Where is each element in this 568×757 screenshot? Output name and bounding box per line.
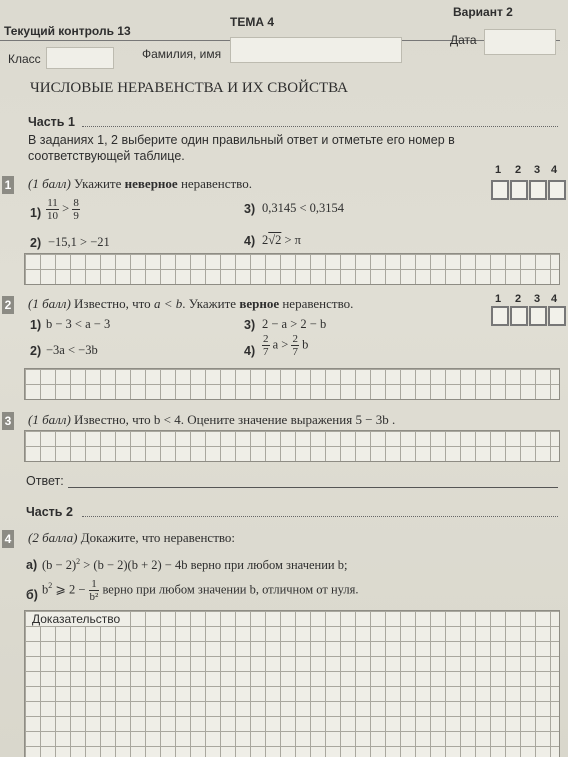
t1o1-den2: 9 xyxy=(73,210,79,222)
task1-option1-label: 1) xyxy=(30,206,42,220)
answer1-cell-3[interactable] xyxy=(529,180,547,200)
answer2-num-2: 2 xyxy=(515,293,522,305)
task3-text: Известно, что b < 4. Оцените значение выражения 5 − 3b . xyxy=(74,412,396,427)
t1o1-num1: 11 xyxy=(47,197,58,209)
task1-option4-label: 4) xyxy=(244,234,256,248)
t4a-expr2: > (b − 2)(b + 2) − 4b xyxy=(80,558,188,573)
task1-option1[interactable] xyxy=(46,197,80,222)
t1o4-b: > π xyxy=(281,233,301,247)
task2-option2-label: 2) xyxy=(30,344,42,358)
task1-number: 1 xyxy=(2,176,14,194)
task2-work-grid[interactable] xyxy=(24,368,560,400)
task4-b-statement xyxy=(42,578,358,603)
task1-question xyxy=(28,176,252,192)
t1o1-num2: 8 xyxy=(73,197,79,209)
answer2-cell-3[interactable] xyxy=(529,306,547,326)
part1-rule xyxy=(82,126,558,127)
task1-points: (1 балл) xyxy=(28,176,71,191)
t4b-sup: 2 xyxy=(48,581,53,591)
task2-text-c: верное xyxy=(239,296,280,311)
task4-points: (2 балла) xyxy=(28,530,78,545)
t4a-expr1: (b − 2) xyxy=(42,558,77,573)
answer2-num-3: 3 xyxy=(534,293,541,305)
task1-text-c: неравенство. xyxy=(180,176,252,191)
t2o4-den1: 7 xyxy=(263,346,269,358)
name-field[interactable] xyxy=(230,37,402,63)
answer1-num-4: 4 xyxy=(551,164,558,176)
t4b-text: верно при любом значении b, отличном от нуля. xyxy=(102,582,359,597)
class-field[interactable] xyxy=(46,47,114,69)
class-label: Класс xyxy=(8,52,41,66)
answer1-num-2: 2 xyxy=(515,164,522,176)
part1-instruction: В заданиях 1, 2 выберите один правильный ответ и отметьте его номер в соответствующей таблице. xyxy=(28,133,455,163)
task2-option1[interactable]: b − 3 < a − 3 xyxy=(46,317,111,331)
task1-option2[interactable]: −15,1 > −21 xyxy=(48,235,110,249)
task2-points: (1 балл) xyxy=(28,296,71,311)
task1-option3[interactable]: 0,3145 < 0,3154 xyxy=(262,201,345,215)
name-label: Фамилия, имя xyxy=(142,47,222,61)
task2-option3[interactable]: 2 − a > 2 − b xyxy=(262,317,327,331)
t2o4-num2: 2 xyxy=(292,333,298,345)
proof-grid[interactable] xyxy=(24,610,560,757)
control-label: Текущий контроль 13 xyxy=(4,24,131,38)
answer1-num-1: 1 xyxy=(495,164,502,176)
t1o4-root: √2 xyxy=(268,233,282,247)
task2-text-a: Известно, что xyxy=(74,296,151,311)
date-field[interactable] xyxy=(484,29,556,55)
t4b-expr1: b xyxy=(42,582,49,597)
t4b-frac-num: 1 xyxy=(89,578,100,591)
part1-label: Часть 1 xyxy=(28,115,75,129)
task1-text-a: Укажите xyxy=(74,176,122,191)
t4b-frac-den: b² xyxy=(89,591,99,603)
task2-option4-label: 4) xyxy=(244,344,256,358)
task3-points: (1 балл) xyxy=(28,412,71,427)
task4-a-statement xyxy=(42,557,347,573)
t1o1-den1: 10 xyxy=(47,210,58,222)
page-title: ЧИСЛОВЫЕ НЕРАВЕНСТВА И ИХ СВОЙСТВА xyxy=(30,80,349,96)
t1o4-a: 2 xyxy=(262,233,269,247)
task4-b-label: б) xyxy=(26,588,38,602)
answer2-cell-1[interactable] xyxy=(491,306,509,326)
task2-number: 2 xyxy=(2,296,14,314)
answer1-num-3: 3 xyxy=(534,164,541,176)
task1-work-grid[interactable] xyxy=(24,253,560,285)
proof-label: Доказательство xyxy=(32,612,121,626)
task2-option4[interactable] xyxy=(262,333,308,358)
task2-question xyxy=(28,296,353,312)
task2-option3-label: 3) xyxy=(244,318,256,332)
answer2-num-4: 4 xyxy=(551,293,558,305)
answer1-cell-4[interactable] xyxy=(548,180,566,200)
answer1-cell-1[interactable] xyxy=(491,180,509,200)
answer2-cell-2[interactable] xyxy=(510,306,528,326)
answer1-cell-2[interactable] xyxy=(510,180,528,200)
task3-answer-label: Ответ: xyxy=(26,474,64,488)
answer2-cell-4[interactable] xyxy=(548,306,566,326)
task4-question xyxy=(28,530,235,546)
part2-rule xyxy=(82,516,558,517)
part2-label: Часть 2 xyxy=(26,505,73,519)
task1-option2-label: 2) xyxy=(30,236,42,250)
t2o4-var1: a > xyxy=(272,337,289,352)
task2-option1-label: 1) xyxy=(30,318,42,332)
task1-option3-label: 3) xyxy=(244,202,256,216)
task2-text-d: неравенство. xyxy=(282,296,354,311)
date-label: Дата xyxy=(450,33,477,47)
t1o1-rel: > xyxy=(62,201,70,216)
task3-work-grid[interactable] xyxy=(24,430,560,462)
answer2-num-1: 1 xyxy=(495,293,502,305)
t2o4-den2: 7 xyxy=(292,346,298,358)
t2o4-var2: b xyxy=(302,337,309,352)
task3-question xyxy=(28,412,395,428)
task3-answer-line[interactable] xyxy=(68,487,558,488)
task1-text-b: неверное xyxy=(124,176,178,191)
t4a-text: верно при любом значении b; xyxy=(190,558,348,573)
variant-label: Вариант 2 xyxy=(453,5,513,19)
task4-text: Докажите, что неравенство: xyxy=(80,530,236,545)
task4-number: 4 xyxy=(2,530,14,548)
task2-option2[interactable]: −3a < −3b xyxy=(46,343,98,357)
theme-label: ТЕМА 4 xyxy=(230,15,275,29)
task3-number: 3 xyxy=(2,412,14,430)
task4-a-label: а) xyxy=(26,558,38,572)
t4a-sup: 2 xyxy=(76,557,81,566)
t4b-expr2: ⩾ 2 − xyxy=(52,582,86,597)
task1-option4[interactable] xyxy=(262,233,301,248)
t2o4-num1: 2 xyxy=(263,333,269,345)
task2-text-b: . Укажите xyxy=(182,296,237,311)
task2-condition: a < b xyxy=(153,296,183,311)
